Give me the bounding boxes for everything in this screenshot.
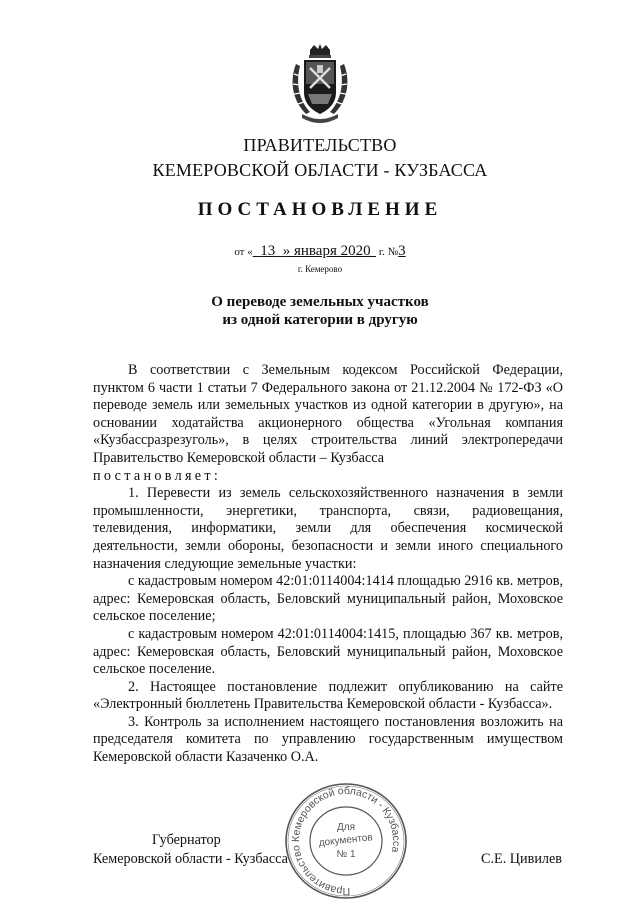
subject-heading <box>0 293 640 329</box>
plot-1-paragraph: с кадастровым номером 42:01:0114004:1414 площадью 2916 кв. метров, адрес: Кемеровская область, Беловский муниципальный район, Моховское сельское поселение; <box>93 573 563 625</box>
date-month-year: » января 2020 <box>282 243 371 259</box>
stamp-line2: документов <box>318 832 374 849</box>
date-day: 13 <box>260 243 276 259</box>
subject-line2: из одной категории в другую <box>222 312 418 328</box>
signatory-title: Губернатор <box>152 832 221 848</box>
subject-line1: О переводе земельных участков <box>211 294 429 310</box>
item-3-paragraph: 3. Контроль за исполнением настоящего постановления возложить на председателя комитета по управлению государственным имуществом Кемеровской области Казаченко О.А. <box>93 713 563 766</box>
date-year-suffix: г. <box>378 246 385 258</box>
item-1-paragraph: 1. Перевести из земель сельскохозяйственного назначения в земли промышленности, энергетики, транспорта, связи, радиовещания, телевидения, информатики, земли для обеспечения космической деятельности, земли обороны, безопасности и земли иного специального назначения следующие земельные участки: <box>93 485 563 572</box>
official-stamp <box>282 780 410 902</box>
stamp-ring-text: Правительство Кемеровской области - Кузбасса <box>289 784 403 898</box>
city-line: г. Кемерово <box>297 264 343 274</box>
resolves-word: постановляет: <box>93 467 222 484</box>
document-type-title: ПОСТАНОВЛЕНИЕ <box>197 199 443 220</box>
document-number: 3 <box>398 243 406 259</box>
stamp-line3: № 1 <box>336 849 356 860</box>
coat-of-arms-emblem <box>288 44 352 126</box>
document-body <box>93 362 563 767</box>
signatory-region: Кемеровской области - Кузбасса <box>93 851 288 867</box>
intro-paragraph: В соответствии с Земельным кодексом Российской Федерации, пунктом 6 части 1 статьи 7 Федерального закона от 21.12.2004 № 172-ФЗ «О переводе земель или земельных участков из одной категории в другую», на основании ходатайства акционерного общества «Угольная компания «Кузбассразрезуголь», в целях строительства линий электропередачи Правительство Кемеровской области – Кузбасса <box>93 362 563 466</box>
item-2-paragraph: 2. Настоящее постановление подлежит опубликованию на сайте «Электронный бюллетень Правительства Кемеровской области - Кузбасса». <box>93 678 563 713</box>
government-name-line1: ПРАВИТЕЛЬСТВО <box>243 135 397 155</box>
number-label: № <box>387 246 399 258</box>
government-name-line2: КЕМЕРОВСКОЙ ОБЛАСТИ - КУЗБАССА <box>152 160 488 180</box>
date-prefix: от « <box>234 246 253 258</box>
plot-2-paragraph: с кадастровым номером 42:01:0114004:1415, площадью 367 кв. метров, адрес: Кемеровская область, Беловский муниципальный район, Моховское сельское поселение. <box>93 625 563 678</box>
stamp-line1: Для <box>336 822 356 833</box>
date-line <box>0 243 640 260</box>
signatory-name: С.Е. Цивилев <box>481 851 562 867</box>
